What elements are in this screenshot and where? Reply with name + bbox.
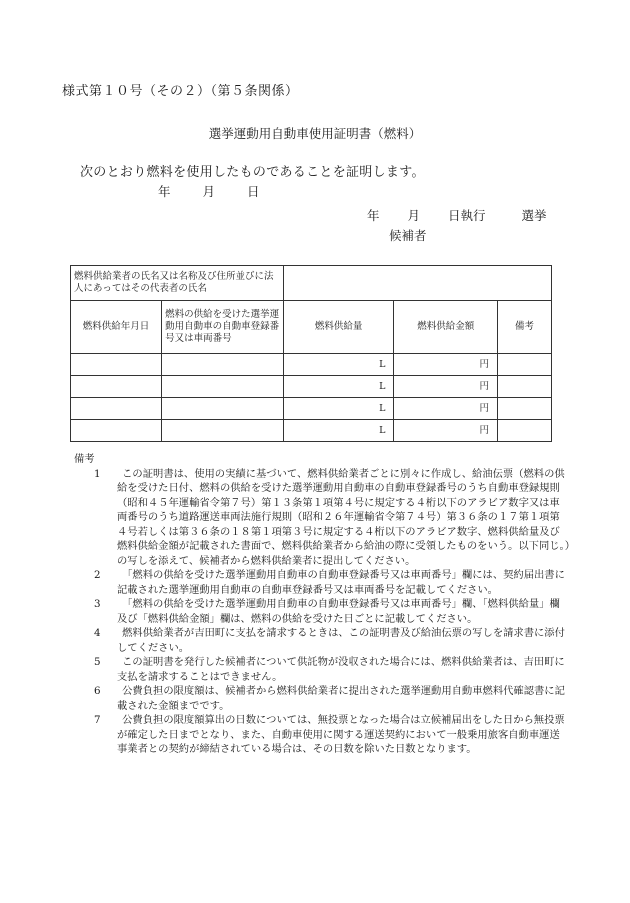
note-item — [60, 467, 570, 569]
header-fuel-amount: 燃料供給金額 — [394, 301, 498, 354]
quantity-cell[interactable]: L — [283, 376, 394, 398]
quantity-cell[interactable]: L — [283, 354, 394, 376]
note-text: 公費負担の限度額は、候補者から燃料供給業者に提出された選挙運動用自動車燃料代確認書に記載された金額までです。 — [117, 685, 565, 712]
amount-cell[interactable]: 円 — [394, 354, 498, 376]
election-label: 選挙 — [521, 208, 547, 223]
remarks-cell[interactable] — [497, 398, 551, 420]
certification-statement: 次のとおり燃料を使用したものであることを証明します。 — [80, 165, 425, 180]
amount-cell[interactable]: 円 — [394, 420, 498, 442]
note-text: 「燃料の供給を受けた選挙運動用自動車の自動車登録番号又は車両番号」欄には、契約届出書に記載された選挙運動用自動車の自動車登録番号又は車両番号を記載してください。 — [117, 569, 565, 596]
table-row — [71, 376, 552, 398]
election-year-label: 年 — [367, 208, 380, 223]
date-cell[interactable] — [71, 354, 162, 376]
date-day-label: 日 — [247, 184, 260, 199]
header-fuel-quantity: 燃料供給量 — [283, 301, 394, 354]
table-header-row — [71, 301, 552, 354]
header-remarks: 備考 — [497, 301, 551, 354]
supplier-label: 燃料供給業者の氏名又は名称及び住所並びに法人にあってはその代表者の氏名 — [71, 266, 284, 301]
table-row — [71, 420, 552, 442]
header-vehicle-number: 燃料の供給を受けた選挙運動用自動車の自動車登録番号又は車両番号 — [162, 301, 284, 354]
note-number: 3 — [94, 598, 101, 610]
fuel-supply-table — [70, 265, 552, 442]
note-text: 公費負担の限度額算出の日数については、無投票となった場合は立候補届出をした日から無投票が確定した日までとなり、また、自動車使用に関する運送契約において一般乗用旅客自動車運送事業者との契約が締結されている場合は、その日数を除いた日数となります。 — [117, 714, 565, 755]
note-number: 1 — [94, 467, 101, 480]
certification-date — [158, 182, 260, 200]
amount-cell[interactable]: 円 — [394, 376, 498, 398]
quantity-cell[interactable]: L — [283, 398, 394, 420]
note-item — [60, 597, 570, 626]
date-month-label: 月 — [202, 184, 216, 199]
note-text: 燃料供給業者が吉田町に支払を請求するときは、この証明書及び給油伝票の写しを請求書に添付してください。 — [117, 627, 565, 654]
date-cell[interactable] — [71, 376, 162, 398]
supplier-row — [71, 266, 552, 301]
date-cell[interactable] — [71, 420, 162, 442]
note-number: 4 — [94, 627, 101, 639]
note-item — [60, 684, 570, 713]
notes-heading: 備考 — [74, 453, 95, 465]
form-number: 様式第１０号（その２）（第５条関係） — [62, 84, 299, 99]
note-text: この証明書を発行した候補者について供託物が没収された場合には、燃料供給業者は、吉田町に支払を請求することはできません。 — [117, 656, 565, 683]
supplier-field[interactable] — [283, 266, 551, 301]
page-title: 選挙運動用自動車使用証明書（燃料） — [208, 126, 422, 141]
note-number: 7 — [94, 714, 101, 726]
remarks-cell[interactable] — [497, 354, 551, 376]
date-year-label: 年 — [158, 184, 171, 199]
notes-section — [60, 452, 570, 757]
note-item — [60, 568, 570, 597]
quantity-cell[interactable]: L — [283, 420, 394, 442]
election-line — [367, 206, 547, 224]
remarks-cell[interactable] — [497, 420, 551, 442]
table-row — [71, 398, 552, 420]
header-supply-date: 燃料供給年月日 — [71, 301, 162, 354]
vehicle-cell[interactable] — [162, 420, 284, 442]
note-number: 6 — [94, 685, 101, 697]
remarks-cell[interactable] — [497, 376, 551, 398]
note-item — [60, 713, 570, 757]
vehicle-cell[interactable] — [162, 376, 284, 398]
note-text: 「燃料の供給を受けた選挙運動用自動車の自動車登録番号又は車両番号」欄、「燃料供給量」欄及び「燃料供給金額」欄は、燃料の供給を受けた日ごとに記載してください。 — [117, 598, 560, 625]
candidate-label: 候補者 — [389, 228, 427, 243]
amount-cell[interactable]: 円 — [394, 398, 498, 420]
note-number: 5 — [94, 656, 101, 668]
note-item — [60, 655, 570, 684]
note-item — [60, 626, 570, 655]
vehicle-cell[interactable] — [162, 354, 284, 376]
vehicle-cell[interactable] — [162, 398, 284, 420]
table-row — [71, 354, 552, 376]
note-number: 2 — [94, 569, 101, 581]
election-day-exec-label: 日執行 — [448, 208, 486, 223]
election-month-label: 月 — [407, 208, 421, 223]
date-cell[interactable] — [71, 398, 162, 420]
note-text: この証明書は、使用の実績に基づいて、燃料供給業者ごとに別々に作成し、給油伝票（燃料の供給を受けた日付、燃料の供給を受けた選挙運動用自動車の自動車登録番号のうち自動車登録規則（昭和４５年運輸省令第７号）第１３条第１項第４号に規定する４桁以下のアラビア数字又は車両番号のうち道路運送車両法施行規則（昭和２６年運輸省令第７４号）第３６条の１７第１項第４号若しくは第３６条の１８第１項第３号に規定する４桁以下のアラビア数字、燃料供給量及び燃料供給金額が記載された書面で、燃料供給業者から給油の際に受領したものをいう。以下同じ。）の写しを添えて、候補者から燃料供給業者に提出してください。 — [117, 467, 570, 567]
